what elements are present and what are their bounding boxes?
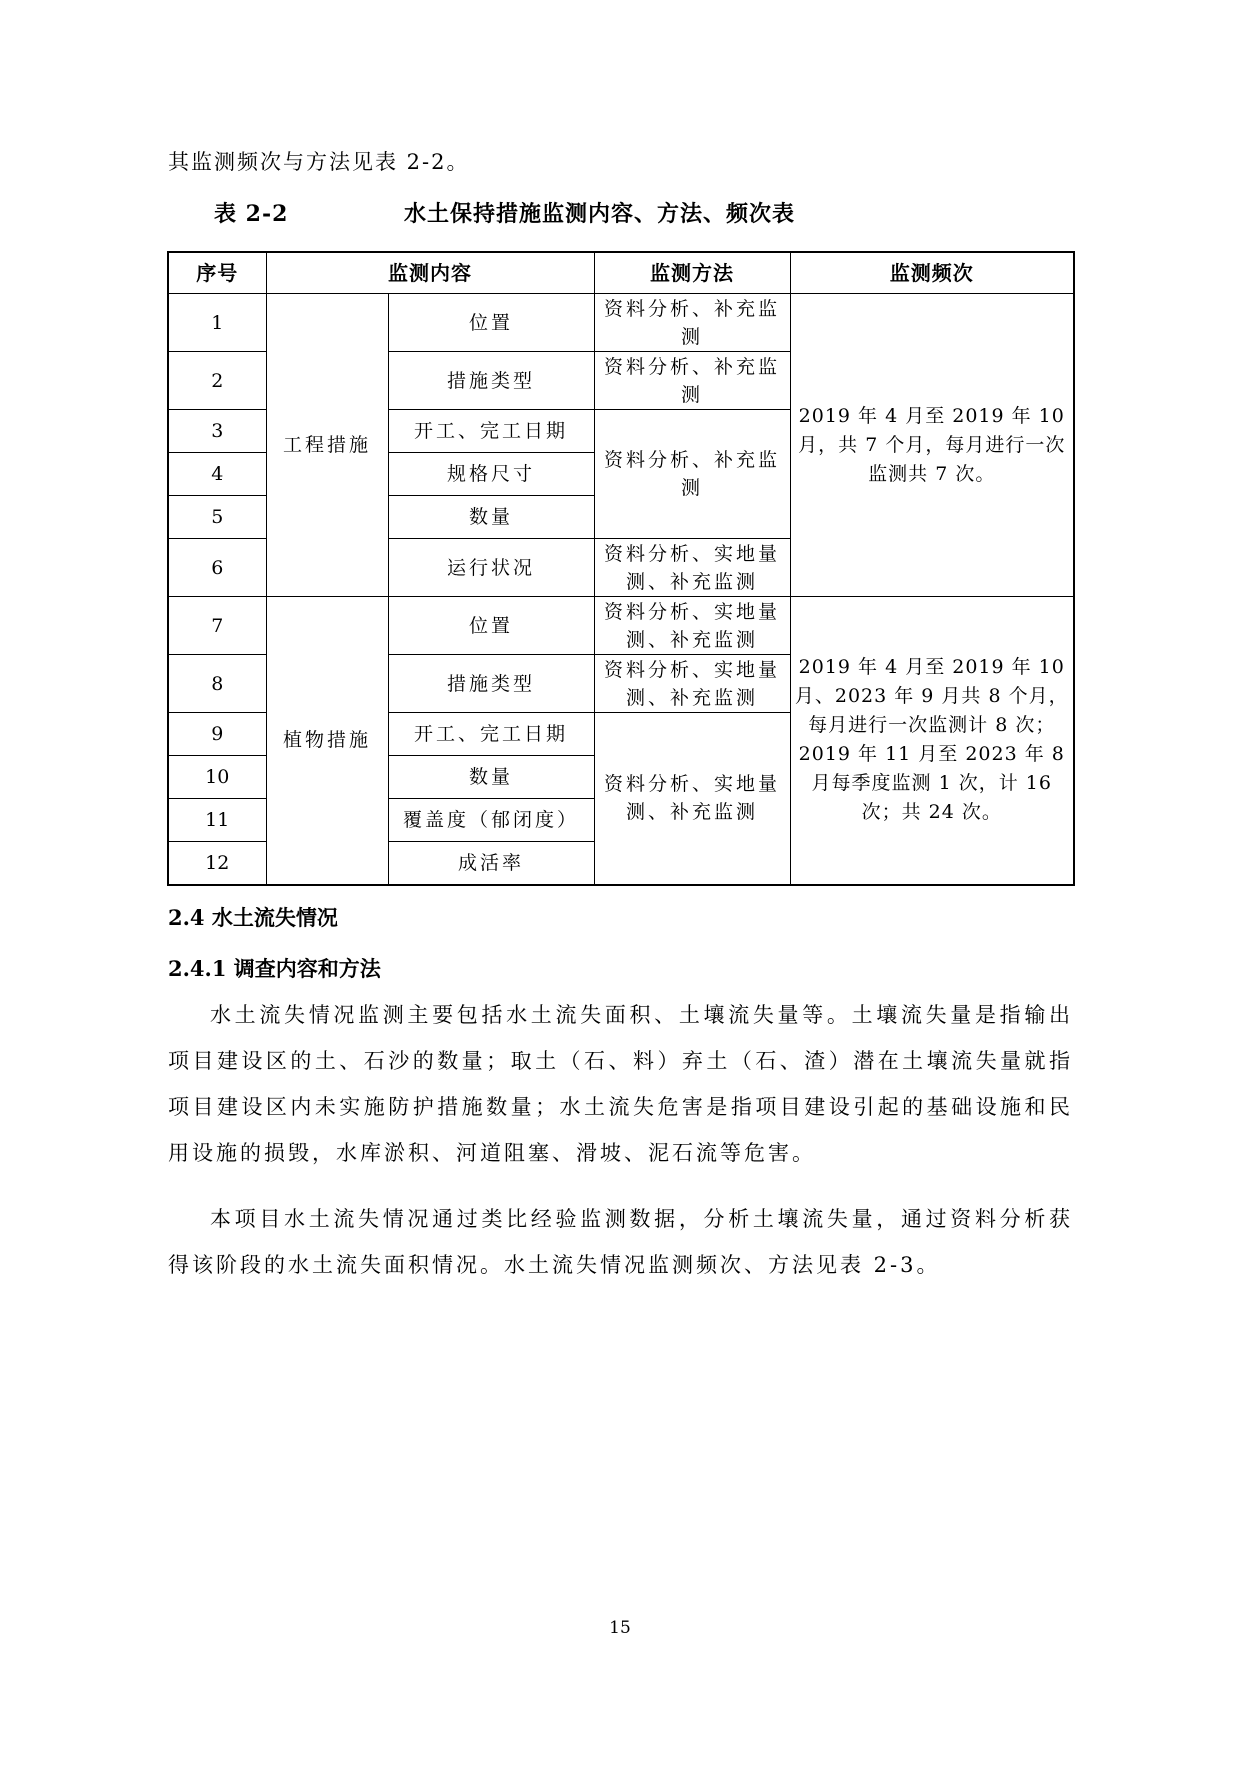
lead-sentence: 其监测频次与方法见表 2-2。 xyxy=(168,150,470,174)
header-seq: 序号 xyxy=(168,252,266,294)
row-seq: 2 xyxy=(168,352,266,410)
row-seq: 12 xyxy=(168,842,266,885)
row-item: 覆盖度（郁闭度） xyxy=(388,799,594,842)
section-heading: 2.4 水土流失情况 xyxy=(168,905,338,930)
row-item: 开工、完工日期 xyxy=(388,410,594,453)
row-seq: 8 xyxy=(168,655,266,713)
row-seq: 6 xyxy=(168,539,266,597)
table-title: 水土保持措施监测内容、方法、频次表 xyxy=(404,201,796,227)
category-cell: 工程措施 xyxy=(266,294,388,597)
row-item: 开工、完工日期 xyxy=(388,713,594,756)
row-method: 资料分析、实地量测、补充监测 xyxy=(594,655,790,713)
row-seq: 4 xyxy=(168,453,266,496)
table-row xyxy=(168,597,1074,655)
row-item: 数量 xyxy=(388,496,594,539)
row-seq: 11 xyxy=(168,799,266,842)
page-number: 15 xyxy=(609,1618,631,1638)
row-seq: 1 xyxy=(168,294,266,352)
row-item: 措施类型 xyxy=(388,655,594,713)
row-item: 位置 xyxy=(388,597,594,655)
row-method: 资料分析、补充监测 xyxy=(594,352,790,410)
subsection-heading: 2.4.1 调查内容和方法 xyxy=(168,956,381,981)
frequency-cell: 2019 年 4 月至 2019 年 10 月、2023 年 9 月共 8 个月，每月进行一次监测计 8 次；2019 年 11 月至 2023 年 8 月每季度监测 1 次，计 16 次；共 24 次。 xyxy=(790,597,1074,885)
row-item: 位置 xyxy=(388,294,594,352)
row-method: 资料分析、实地量测、补充监测 xyxy=(594,597,790,655)
table-number: 表 2-2 xyxy=(214,201,289,227)
header-method: 监测方法 xyxy=(594,252,790,294)
row-item: 规格尺寸 xyxy=(388,453,594,496)
table-header-row xyxy=(168,252,1074,294)
table-row xyxy=(168,294,1074,352)
row-seq: 3 xyxy=(168,410,266,453)
row-method: 资料分析、实地量测、补充监测 xyxy=(594,713,790,885)
header-frequency: 监测频次 xyxy=(790,252,1074,294)
paragraph-1: 水土流失情况监测主要包括水土流失面积、土壤流失量等。土壤流失量是指输出项目建设区的土、石沙的数量；取土（石、料）弃土（石、渣）潜在土壤流失量就指项目建设区内未实施防护措施数量；水土流失危害是指项目建设引起的基础设施和民用设施的损毁，水库淤积、河道阻塞、滑坡、泥石流等危害。 xyxy=(168,1003,1073,1165)
row-item: 数量 xyxy=(388,756,594,799)
row-method: 资料分析、补充监测 xyxy=(594,410,790,539)
category-cell: 植物措施 xyxy=(266,597,388,885)
row-seq: 9 xyxy=(168,713,266,756)
row-method: 资料分析、补充监测 xyxy=(594,294,790,352)
row-item: 措施类型 xyxy=(388,352,594,410)
row-item: 成活率 xyxy=(388,842,594,885)
row-seq: 10 xyxy=(168,756,266,799)
row-method: 资料分析、实地量测、补充监测 xyxy=(594,539,790,597)
header-content: 监测内容 xyxy=(266,252,594,294)
frequency-cell: 2019 年 4 月至 2019 年 10 月，共 7 个月，每月进行一次监测共 7 次。 xyxy=(790,294,1074,597)
paragraph-2: 本项目水土流失情况通过类比经验监测数据，分析土壤流失量，通过资料分析获得该阶段的水土流失面积情况。水土流失情况监测频次、方法见表 2-3。 xyxy=(168,1207,1073,1277)
row-seq: 5 xyxy=(168,496,266,539)
row-item: 运行状况 xyxy=(388,539,594,597)
row-seq: 7 xyxy=(168,597,266,655)
monitoring-table xyxy=(167,251,1075,886)
